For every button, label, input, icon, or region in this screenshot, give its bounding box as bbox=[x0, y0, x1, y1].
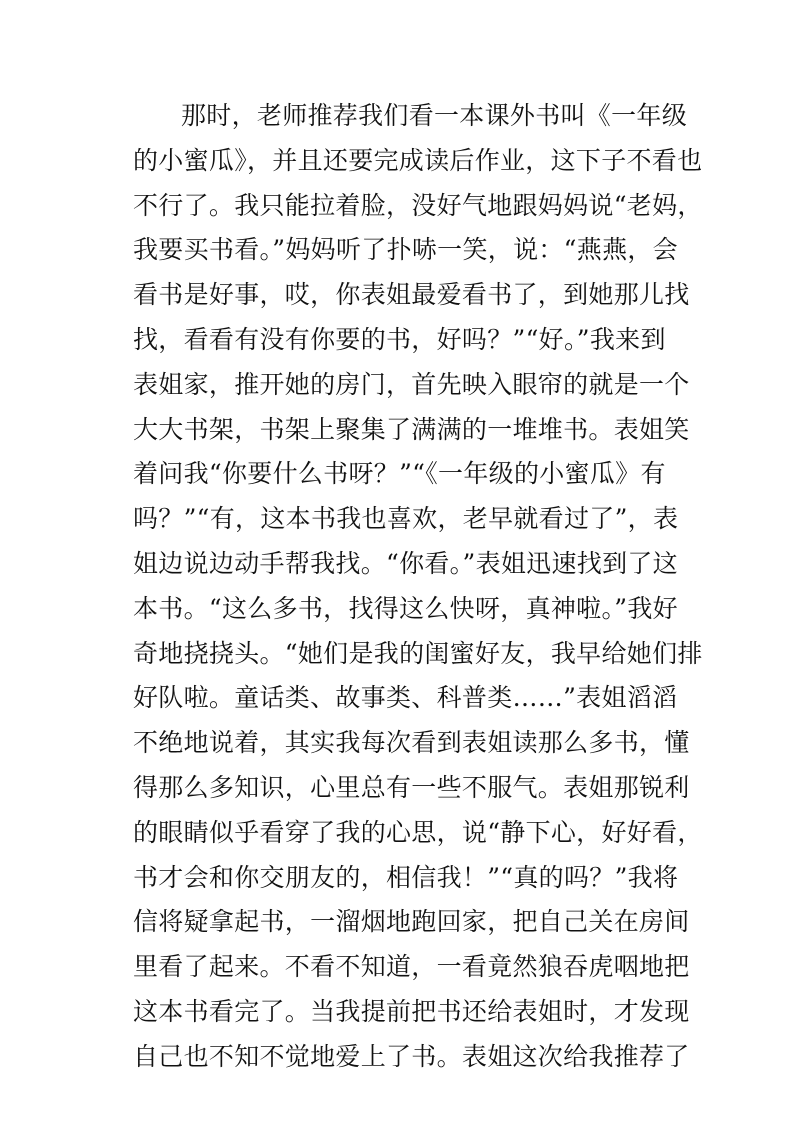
paragraph-line: 大大书架，书架上聚集了满满的一堆堆书。表姐笑 bbox=[133, 414, 690, 444]
paragraph-line: 我要买书看。”妈妈听了扑哧一笑，说：“燕燕，会 bbox=[133, 235, 678, 265]
paragraph-line: 不行了。我只能拉着脸，没好气地跟妈妈说“老妈， bbox=[133, 190, 703, 220]
paragraph-line: 好队啦。童话类、故事类、科普类……”表姐滔滔 bbox=[133, 683, 678, 713]
body-paragraph bbox=[133, 94, 703, 1080]
paragraph-line: 姐边说边动手帮我找。“你看。”表姐迅速找到了这 bbox=[133, 548, 678, 578]
paragraph-line: 表姐家，推开她的房门，首先映入眼帘的就是一个 bbox=[133, 369, 690, 399]
paragraph-line: 信将疑拿起书，一溜烟地跑回家，把自己关在房间 bbox=[133, 907, 690, 937]
paragraph-line: 本书。“这么多书，找得这么快呀，真神啦。”我好 bbox=[133, 593, 678, 623]
paragraph-line: 着问我“你要什么书呀？”“《一年级的小蜜瓜》有 bbox=[133, 459, 666, 489]
paragraph-line: 那时，老师推荐我们看一本课外书叫《一年级 bbox=[181, 101, 688, 130]
paragraph-line: 吗？”“有，这本书我也喜欢，老早就看过了”，表 bbox=[133, 504, 679, 534]
paragraph-line: 自己也不知不觉地爱上了书。表姐这次给我推荐了 bbox=[133, 1041, 690, 1071]
paragraph-line: 的小蜜瓜》，并且还要完成读后作业，这下子不看也 bbox=[133, 145, 703, 175]
paragraph-line: 这本书看完了。当我提前把书还给表姐时，才发现 bbox=[133, 996, 690, 1026]
paragraph-line: 里看了起来。不看不知道，一看竟然狼吞虎咽地把 bbox=[133, 952, 690, 982]
paragraph-line: 书才会和你交朋友的，相信我！”“真的吗？”我将 bbox=[133, 862, 679, 892]
paragraph-line: 得那么多知识，心里总有一些不服气。表姐那锐利 bbox=[133, 772, 690, 802]
paragraph-line: 奇地挠挠头。“她们是我的闺蜜好友，我早给她们排 bbox=[133, 638, 703, 668]
paragraph-line: 不绝地说着，其实我每次看到表姐读那么多书，懂 bbox=[133, 728, 690, 758]
paragraph-line: 找，看看有没有你要的书，好吗？”“好。”我来到 bbox=[133, 324, 666, 354]
paragraph-line: 的眼睛似乎看穿了我的心思，说“静下心，好好看， bbox=[133, 817, 703, 847]
paragraph-line: 看书是好事，哎，你表姐最爱看书了，到她那儿找 bbox=[133, 280, 690, 310]
